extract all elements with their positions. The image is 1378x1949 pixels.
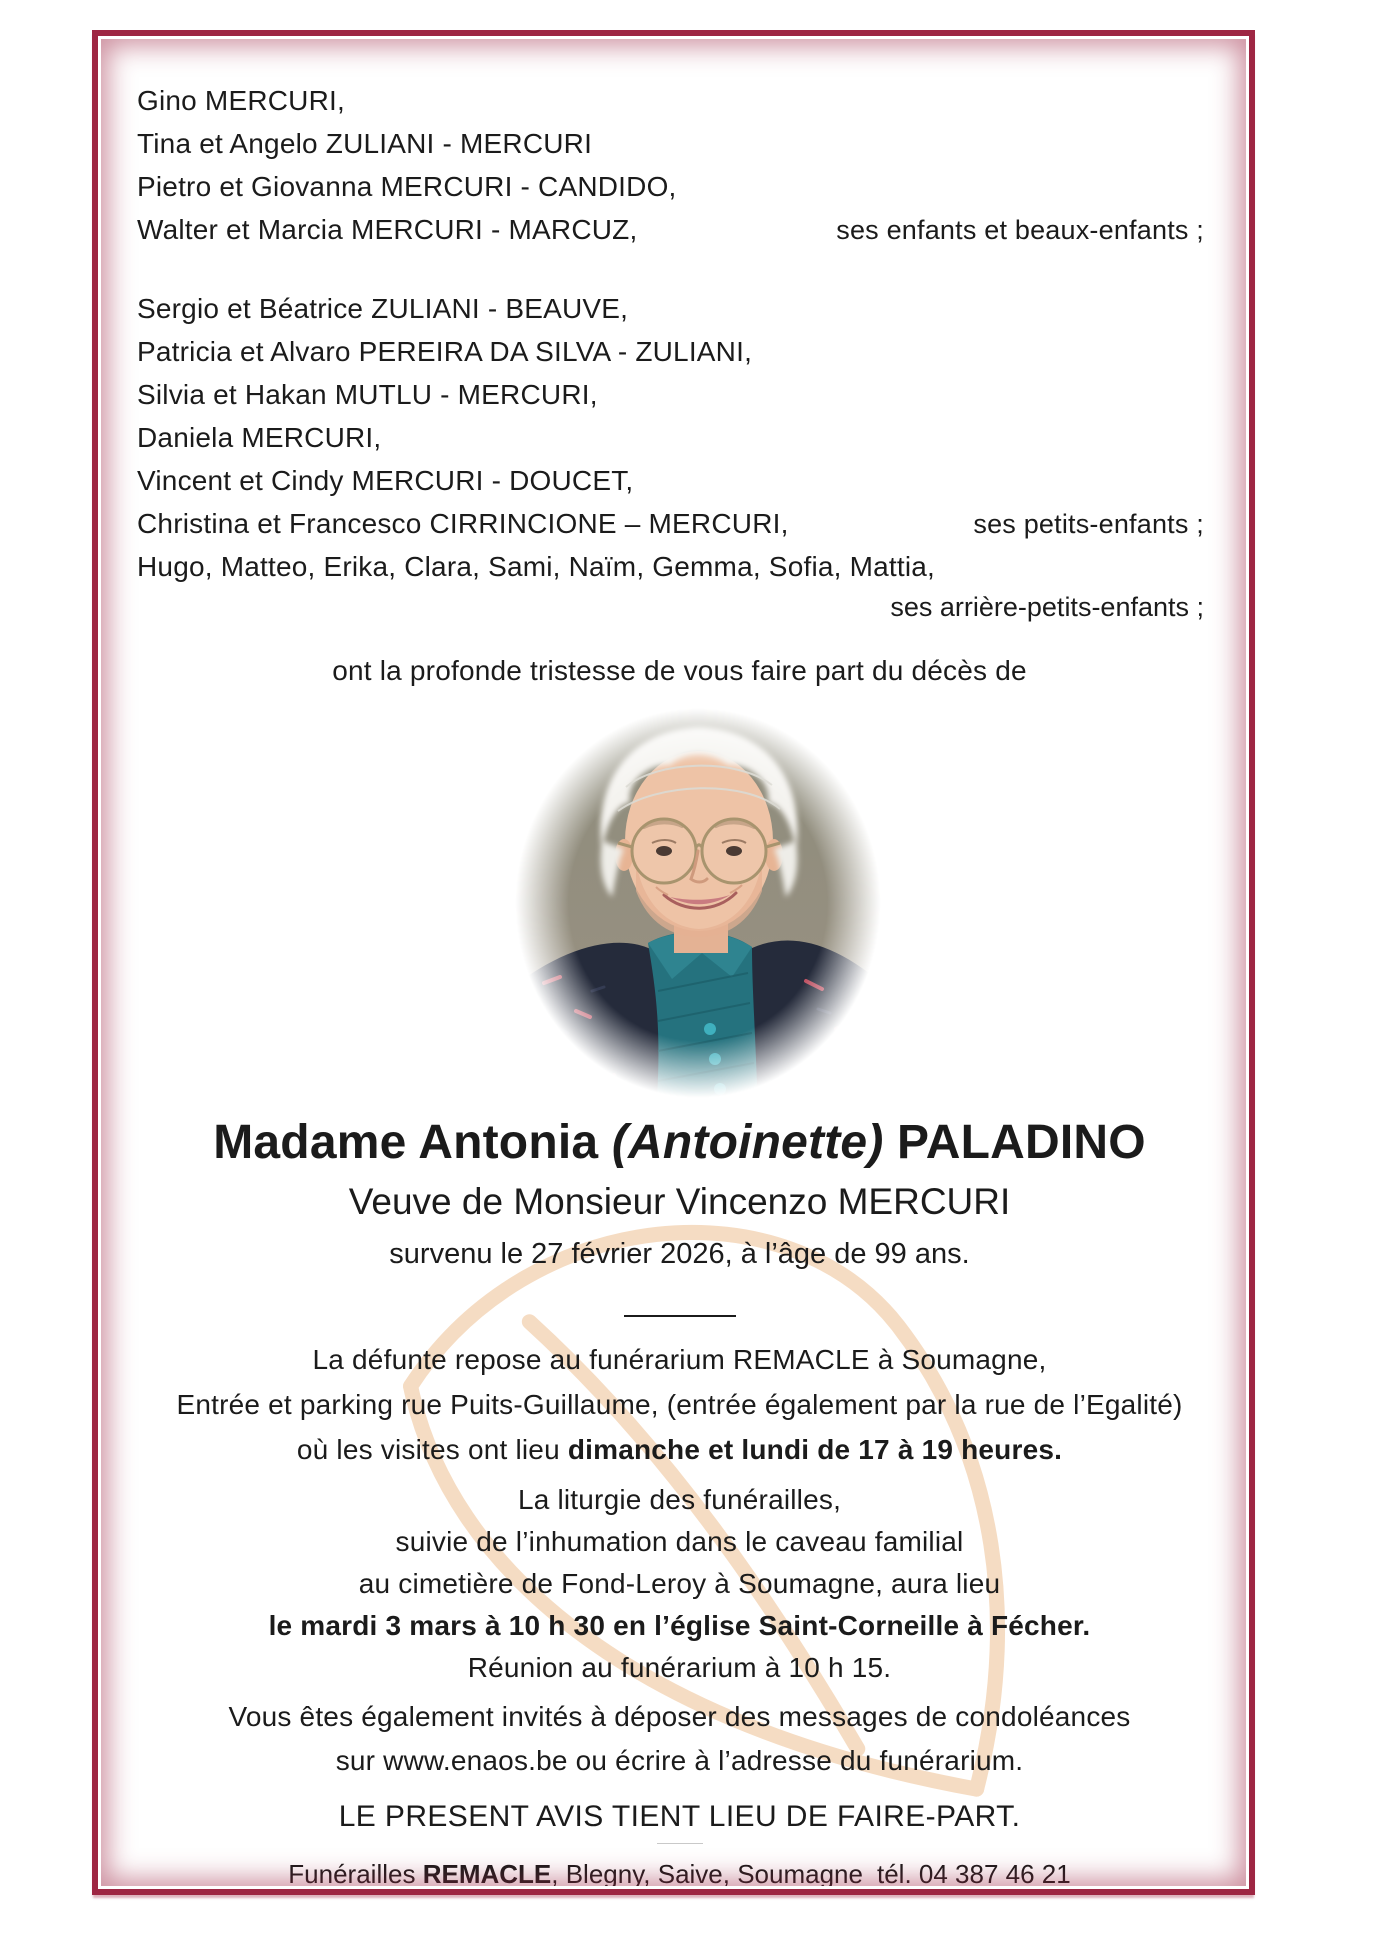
family-name: Hugo, Matteo, Erika, Clara, Sami, Naïm, Gemma, Sofia, Mattia, — [137, 551, 936, 582]
condolences-line: Vous êtes également invités à déposer des messages de condoléances — [228, 1701, 1131, 1732]
grandchildren-list — [137, 287, 1204, 546]
family-line — [137, 122, 1204, 165]
grandchildren-relation-label: ses petits-enfants ; — [973, 509, 1204, 539]
condolences-line: sur www.enaos.be ou écrire à l’adresse du funérarium. — [335, 1745, 1024, 1776]
children-relation-label: ses enfants et beaux-enfants ; — [836, 215, 1204, 245]
family-line — [137, 502, 1204, 546]
family-name: Silvia et Hakan MUTLU - MERCURI, — [137, 379, 598, 410]
widow-subtitle: Veuve de Monsieur Vincenzo MERCURI — [348, 1181, 1011, 1222]
wake-line: La défunte repose au funérarium REMACLE à Soumagne, — [312, 1344, 1047, 1375]
family-line — [137, 208, 1204, 252]
children-list — [137, 79, 1204, 252]
funeral-line: au cimetière de Fond-Leroy à Soumagne, aura lieu — [358, 1568, 1001, 1599]
great-grandchildren-relation-label: ses arrière-petits-enfants ; — [890, 592, 1204, 622]
funeral-home-phone: tél. 04 387 46 21 — [876, 1859, 1071, 1889]
family-line — [137, 416, 1204, 459]
funeral-home-name: REMACLE — [422, 1859, 552, 1889]
family-line — [137, 373, 1204, 416]
great-grandchildren-line — [137, 545, 1204, 588]
family-line — [137, 287, 1204, 330]
family-name: Patricia et Alvaro PEREIRA DA SILVA - ZULIANI, — [137, 336, 753, 367]
family-name: Gino MERCURI, — [137, 85, 345, 116]
announcement-line: ont la profonde tristesse de vous faire part du décès de — [332, 655, 1027, 686]
family-line — [137, 330, 1204, 373]
funeral-info — [107, 1479, 1252, 1689]
death-date-line: survenu le 27 février 2026, à l’âge de 99 ans. — [389, 1238, 970, 1270]
wake-line: Entrée et parking rue Puits-Guillaume, (entrée également par la rue de l’Egalité) — [176, 1389, 1183, 1420]
decorative-frame — [92, 30, 1255, 1895]
funeral-line: Réunion au funérarium à 10 h 15. — [467, 1652, 892, 1683]
footer-divider — [657, 1843, 703, 1844]
family-line — [137, 165, 1204, 208]
family-line — [137, 459, 1204, 502]
funeral-line: La liturgie des funérailles, — [517, 1484, 842, 1515]
family-name: Tina et Angelo ZULIANI - MERCURI — [137, 128, 593, 159]
deceased-name-last: PALADINO — [883, 1116, 1146, 1169]
family-name: Walter et Marcia MERCURI - MARCUZ, — [137, 214, 638, 245]
deceased-name-nickname: (Antoinette) — [611, 1116, 884, 1169]
family-name: Sergio et Béatrice ZULIANI - BEAUVE, — [137, 293, 629, 324]
family-name: Daniela MERCURI, — [137, 422, 382, 453]
faire-part-notice: LE PRESENT AVIS TIENT LIEU DE FAIRE-PART. — [338, 1800, 1021, 1833]
deceased-name-main: Madame Antonia — [213, 1116, 612, 1169]
wake-info — [107, 1337, 1252, 1472]
deceased-name-title — [107, 1115, 1252, 1171]
funeral-line: suivie de l’inhumation dans le caveau familial — [395, 1526, 964, 1557]
funeral-home-footer: Funérailles REMACLE, Blegny, Saive, Soumagne tél. 04 387 46 21 — [288, 1859, 1071, 1889]
section-divider — [624, 1315, 736, 1317]
condolences-info — [107, 1695, 1252, 1783]
family-name: Vincent et Cindy MERCURI - DOUCET, — [137, 465, 634, 496]
family-line — [137, 79, 1204, 122]
funeral-date-line: le mardi 3 mars à 10 h 30 en l’église Saint-Corneille à Fécher. — [268, 1610, 1091, 1641]
visit-hours: dimanche et lundi de 17 à 19 heures. — [567, 1434, 1063, 1465]
family-name: Christina et Francesco CIRRINCIONE – MERCURI, — [137, 508, 789, 539]
family-name: Pietro et Giovanna MERCURI - CANDIDO, — [137, 171, 677, 202]
content-area — [107, 45, 1252, 1892]
portrait-photo — [506, 691, 890, 1115]
wake-line: où les visites ont lieu dimanche et lundi de 17 à 19 heures. — [296, 1434, 1063, 1465]
